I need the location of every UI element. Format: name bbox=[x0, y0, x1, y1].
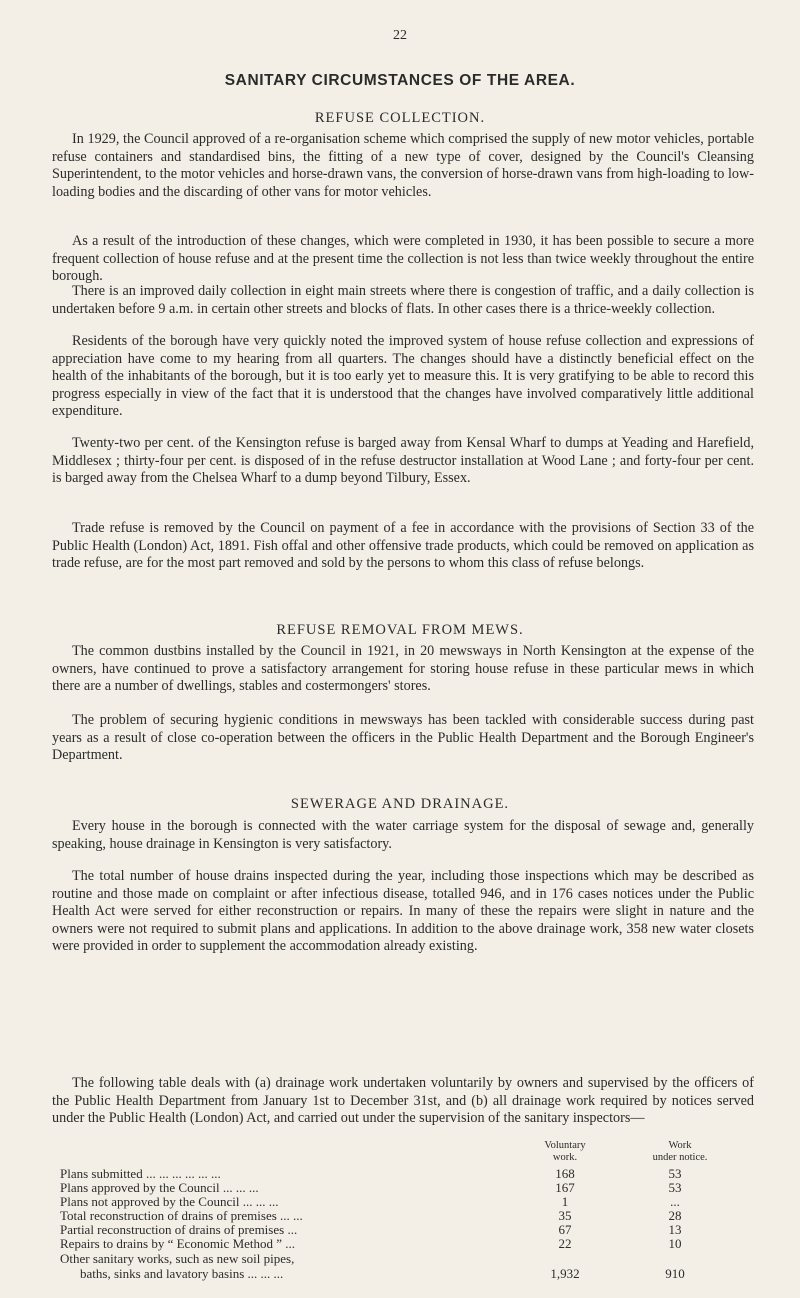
page-title: SANITARY CIRCUMSTANCES OF THE AREA. bbox=[224, 72, 576, 89]
paragraph: There is an improved daily collection in eight main streets where there is congestion of traffic, and a daily collection is undertaken before 9 a.m. in certain other streets and blocks of flats. In other cases there is a thrice-weekly collection. bbox=[52, 283, 754, 317]
table-row: Total reconstruction of drains of premises ... ... 35 28 bbox=[60, 1208, 682, 1223]
table-row: Plans approved by the Council ... ... ... 167 53 bbox=[60, 1180, 682, 1195]
paragraph: The problem of securing hygienic conditions in mewsways has been tackled with considerable success during past years as a result of close co-operation between the officers in the Public Health Department and the Borough Engineer's Department. bbox=[52, 712, 754, 764]
paragraph: The following table deals with (a) drainage work undertaken voluntarily by owners and supervised by the officers of the Public Health Department from January 1st to December 31st, and (b) all drainage work required by notices served under the Public Health (London) Act, and carried out under the supervision of the sanitary inspectors— bbox=[52, 1075, 754, 1127]
paragraph: The common dustbins installed by the Council in 1921, in 20 mewsways in North Kensington at the expense of the owners, have continued to prove a satisfactory arrangement for storing house refuse in these particular mews in which there are a number of dwellings, stables and costermongers' stores. bbox=[52, 643, 754, 695]
paragraph: In 1929, the Council approved of a re-organisation scheme which comprised the supply of new motor vehicles, portable refuse containers and standardised bins, the fitting of a new type of cover, designed by the Council's Cleansing Superintendent, to the motor vehicles and horse-drawn vans, the conversion of horse-drawn vans from high-loading to low-loading bodies and the discarding of other vans for motor vehicles. bbox=[52, 131, 754, 200]
paragraph: Every house in the borough is connected with the water carriage system for the disposal of sewage and, generally speaking, house drainage in Kensington is very satisfactory. bbox=[52, 818, 754, 852]
table-row: Repairs to drains by “ Economic Method ” ... 22 10 bbox=[60, 1236, 682, 1251]
table-row: Plans not approved by the Council ... ... ... 1 ... bbox=[60, 1194, 680, 1209]
table-row: Plans submitted ... ... ... ... ... ... 168 53 bbox=[60, 1166, 682, 1181]
section-heading-refuse-collection: REFUSE COLLECTION. bbox=[314, 110, 486, 126]
paragraph: As a result of the introduction of these changes, which were completed in 1930, it has been possible to secure a more frequent collection of house refuse and at the present time the collection is not less than twice weekly throughout the entire borough. bbox=[52, 233, 754, 285]
paragraph: The total number of house drains inspected during the year, including those inspections which may be described as routine and those made on complaint or after infectious disease, totalled 946, and in 176 cases notices under the Public Health Act were served for either reconstruction or repairs. In many of these the repairs were slight in nature and the owners were not required to submit plans and applications. In addition to the above drainage work, 358 new water closets were provided in order to supplement the accommodation already existing. bbox=[52, 868, 754, 955]
page-number: 22 bbox=[393, 28, 407, 43]
paragraph: Residents of the borough have very quickly noted the improved system of house refuse collection and expressions of appreciation have come to my hearing from all quarters. The changes should have a distinctly beneficial effect on the health of the inhabitants of the borough, but it is too early yet to measure this. It is very gratifying to be able to record this progress especially in view of the fact that it is understood that the changes have involved comparatively little additional expenditure. bbox=[52, 333, 754, 420]
section-heading-sewerage: SEWERAGE AND DRAINAGE. bbox=[290, 796, 510, 812]
table-row-continued: baths, sinks and lavatory basins ... ... ... 1,932 910 bbox=[80, 1266, 685, 1281]
section-heading-refuse-mews: REFUSE REMOVAL FROM MEWS. bbox=[276, 622, 524, 638]
table-row: Partial reconstruction of drains of premises ... 67 13 bbox=[60, 1222, 682, 1237]
paragraph: Twenty-two per cent. of the Kensington refuse is barged away from Kensal Wharf to dumps at Yeading and Harefield, Middlesex ; thirty-four per cent. is disposed of in the refuse destructor installation at Wood Lane ; and forty-four per cent. is barged away from the Chelsea Wharf to a dump beyond Tilbury, Essex. bbox=[52, 435, 754, 487]
paragraph: Trade refuse is removed by the Council on payment of a fee in accordance with the provisions of Section 33 of the Public Health (London) Act, 1891. Fish offal and other offensive trade products, which could be removed on application as trade refuse, are for the most part removed and sold by the persons to whom this class of refuse belongs. bbox=[52, 520, 754, 572]
column-header-notice: Work under notice. bbox=[652, 1140, 708, 1163]
column-header-voluntary: Voluntary work. bbox=[544, 1140, 586, 1163]
table-row: Other sanitary works, such as new soil pipes, bbox=[60, 1251, 295, 1266]
